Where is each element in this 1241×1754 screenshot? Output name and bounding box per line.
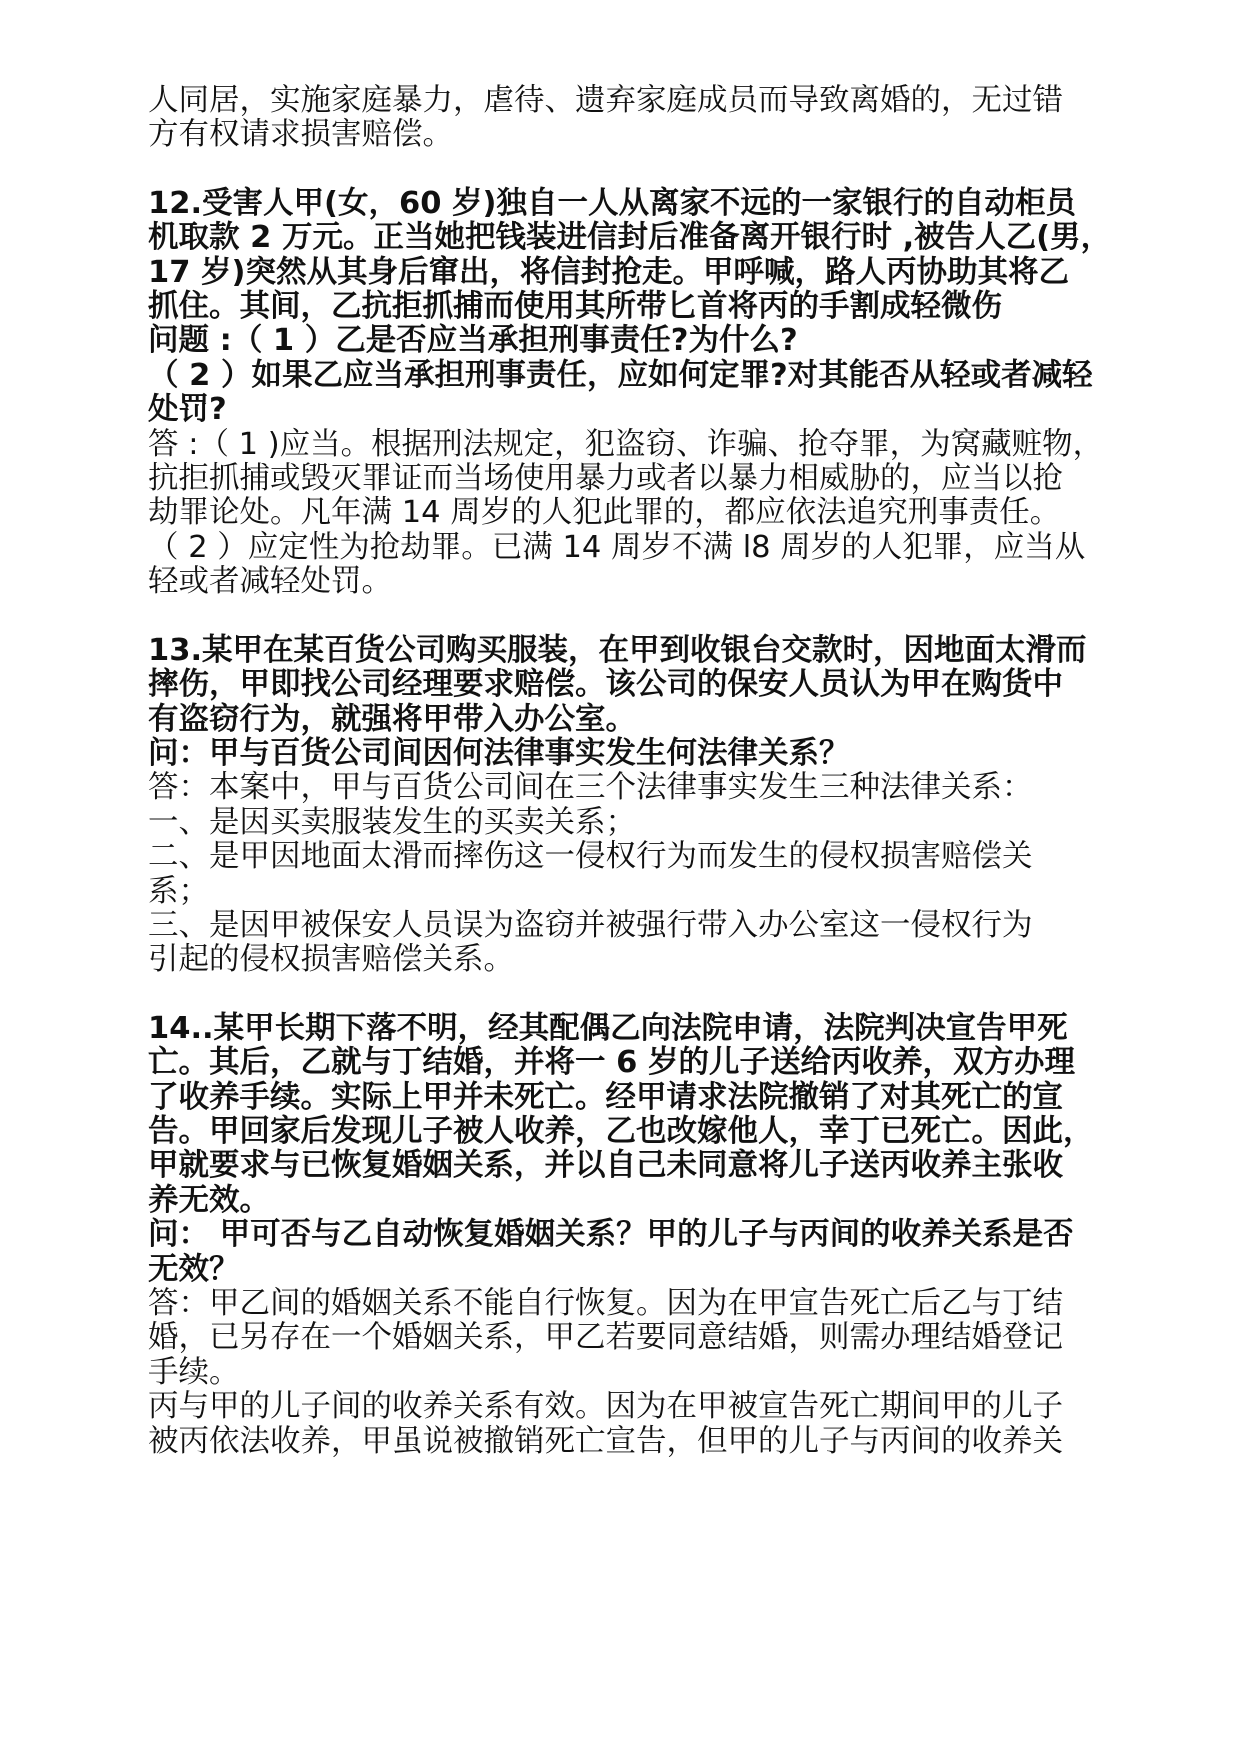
answer-line: 抗拒抓捕或毁灭罪证而当场使用暴力或者以暴力相威胁的，应当以抢 [148, 461, 1063, 497]
case-13-question [148, 634, 1158, 772]
answer-line: 一、是因买卖服装发生的买卖关系； [148, 804, 636, 840]
answer-line: 答：本案中，甲与百货公司间在三个法律事实发生三种法律关系： [148, 770, 1033, 806]
answer-line: 丙与甲的儿子间的收养关系有效。因为在甲被宣告死亡期间甲的儿子 [148, 1389, 1063, 1425]
question-line: （ 2 ）如果乙应当承担刑事责任，应如何定罪?对其能否从轻或者减轻 [148, 357, 1093, 393]
question-line: 问题 :（ 1 ）乙是否应当承担刑事责任?为什么? [148, 323, 798, 359]
text-line: 人同居，实施家庭暴力，虐待、遗弃家庭成员而导致离婚的，无过错 [148, 83, 1063, 118]
case-13-answer [148, 771, 1158, 977]
answer-line: 婚，已另存在一个婚姻关系，甲乙若要同意结婚，则需办理结婚登记 [148, 1320, 1063, 1356]
case-14 [148, 1012, 1158, 1459]
text-line: 方有权请求损害赔偿。 [148, 117, 453, 153]
answer-line: 答 :（ 1 )应当。根据刑法规定，犯盗窃、诈骗、抢夺罪，为窝藏赃物， [148, 426, 1104, 462]
question-line: 无效？ [148, 1251, 240, 1287]
question-line: 问：甲与百货公司间因何法律事实发生何法律关系？ [148, 735, 850, 771]
question-line: 告。甲回家后发现儿子被人收养，乙也改嫁他人，幸丁已死亡。因此， [148, 1113, 1094, 1149]
question-line: 甲就要求与已恢复婚姻关系，并以自己未同意将儿子送丙收养主张收 [148, 1148, 1063, 1184]
answer-line: 系； [148, 873, 209, 909]
answer-line: 手续。 [148, 1354, 240, 1390]
question-line: 了收养手续。实际上甲并未死亡。经甲请求法院撤销了对其死亡的宣 [148, 1079, 1063, 1115]
question-line: 摔伤，甲即找公司经理要求赔偿。该公司的保安人员认为甲在购货中 [148, 667, 1063, 703]
case-12-question [148, 187, 1158, 428]
answer-line: 劫罪论处。凡年满 14 周岁的人犯此罪的，都应依法追究刑事责任。 [148, 495, 1061, 531]
question-line: 养无效。 [148, 1182, 270, 1218]
case-12 [148, 187, 1158, 600]
question-line: 12.受害人甲(女，60 岁)独自一人从离家不远的一家银行的自动柜员 [148, 185, 1076, 221]
answer-line: 轻或者减轻处罚。 [148, 564, 392, 600]
paragraph-gap [148, 978, 1158, 1012]
answer-line: （ 2 ）应定性为抢劫罪。已满 14 周岁不满 l8 周岁的人犯罪，应当从 [148, 529, 1086, 565]
answer-line: 答：甲乙间的婚姻关系不能自行恢复。因为在甲宣告死亡后乙与丁结 [148, 1286, 1063, 1321]
question-line: 13.某甲在某百货公司购买服装，在甲到收银台交款时，因地面太滑而 [148, 632, 1087, 668]
case-14-question [148, 1012, 1158, 1287]
question-line: 有盗窃行为，就强将甲带入办公室。 [148, 701, 636, 737]
paragraph-gap [148, 600, 1158, 634]
question-line: 处罚? [148, 392, 227, 428]
question-line: 14..某甲长期下落不明，经其配偶乙向法院申请，法院判决宣告甲死 [148, 1010, 1068, 1046]
case-12-answer [148, 428, 1158, 600]
answer-line: 引起的侵权损害赔偿关系。 [148, 942, 514, 978]
answer-line: 三、是因甲被保安人员误为盗窃并被强行带入办公室这一侵权行为 [148, 907, 1033, 943]
case-13 [148, 634, 1158, 978]
question-line: 17 岁)突然从其身后窜出，将信封抢走。甲呼喊，路人丙协助其将乙 [148, 254, 1069, 290]
question-line: 抓住。其间，乙抗拒抓捕而使用其所带匕首将丙的手割成轻微伤 [148, 289, 1002, 325]
paragraph-gap [148, 153, 1158, 187]
answer-line: 被丙依法收养，甲虽说被撤销死亡宣告，但甲的儿子与丙间的收养关 [148, 1423, 1063, 1459]
document-page [148, 84, 1158, 1459]
question-line: 亡。其后，乙就与丁结婚，并将一 6 岁的儿子送给丙收养，双方办理 [148, 1045, 1075, 1081]
case-14-answer [148, 1287, 1158, 1459]
question-line: 问： 甲可否与乙自动恢复婚姻关系？甲的儿子与丙间的收养关系是否 [148, 1217, 1074, 1253]
answer-line: 二、是甲因地面太滑而摔伤这一侵权行为而发生的侵权损害赔偿关 [148, 839, 1033, 875]
question-line: 机取款 2 万元。正当她把钱装进信封后准备离开银行时 ,被告人乙(男， [148, 220, 1112, 256]
intro-continuation [148, 84, 1158, 153]
